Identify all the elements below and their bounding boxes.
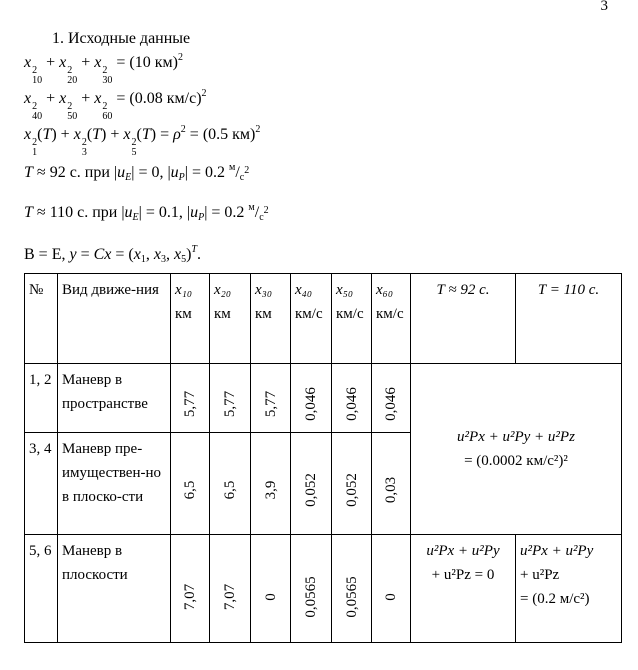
row2-x30: 3,9	[251, 433, 291, 535]
row3-t92-line1: u²Px + u²Py	[426, 543, 500, 559]
row3-kind: Маневр в плоскости	[58, 535, 171, 643]
row3-x30: 0	[251, 535, 291, 643]
header-t92: T ≈ 92 с.	[411, 274, 516, 364]
header-t110: T = 110 с.	[516, 274, 622, 364]
row1-x20: 5,77	[210, 364, 251, 433]
row2-kind: Маневр пре-имуществен-но в плоско-сти	[58, 433, 171, 535]
row2-x50: 0,052	[332, 433, 372, 535]
row2-num: 3, 4	[25, 433, 58, 535]
row3-num: 5, 6	[25, 535, 58, 643]
equation-3: x 2 1 (T) + x 2 3 (T) + x 2 5 $(T) = \rho^2 = (0.5$ км)$^2$	[24, 124, 261, 158]
row3-x50: 0,0565	[332, 535, 372, 643]
row1-x30: 5,77	[251, 364, 291, 433]
row2-x10: 6,5	[171, 433, 210, 535]
equation-1: x 2 10 + x 2 20 + x 2 30 = (10 км)$^2$	[24, 52, 183, 86]
merged-formula-line2: = (0.0002 км/с²)²	[464, 453, 568, 469]
equation-2: x 2 40 + x 2 50 + x 2 60 = (0.08 км/с)$^2$	[24, 88, 207, 122]
equation-4: T ≈ 92 с. при $|u_E| = 0$, $|u_P| = 0.2$ $^м/_{с^2}$	[24, 162, 250, 183]
row3-x40: 0,0565	[291, 535, 332, 643]
merged-formula-line1: u²Px + u²Py + u²Pz	[457, 429, 575, 445]
initial-data-table	[24, 273, 622, 643]
header-x10: x₁₀ км	[171, 274, 210, 364]
merged-constraint-cell	[411, 364, 622, 535]
equation-5: T ≈ 110 с. при $|u_E| = 0.1$, $|u_P| = 0.2$ $^м/_{с^2}$	[24, 202, 269, 223]
row3-x10: 7,07	[171, 535, 210, 643]
header-x20: x₂₀ км	[210, 274, 251, 364]
section-heading: 1. Исходные данные	[52, 30, 191, 47]
row1-x50: 0,046	[332, 364, 372, 433]
row3-t110-line3: = (0.2 м/с²)	[520, 591, 590, 607]
header-num: №	[25, 274, 58, 364]
row1-kind: Маневр в пространстве	[58, 364, 171, 433]
row3-x20: 7,07	[210, 535, 251, 643]
equation-6: B = E, $y = Cx = (x_1$, $x_3$, $x_5)^T$.	[24, 244, 201, 265]
row3-t110-formula	[516, 535, 622, 643]
row1-x10: 5,77	[171, 364, 210, 433]
table-row	[25, 535, 622, 643]
row2-x60: 0,03	[372, 433, 411, 535]
row3-t110-line2: + u²Pz	[520, 567, 560, 583]
row1-num: 1, 2	[25, 364, 58, 433]
row1-x60: 0,046	[372, 364, 411, 433]
row3-x60: 0	[372, 535, 411, 643]
table-header-row	[25, 274, 622, 364]
row3-t92-line2: + u²Pz = 0	[431, 567, 495, 583]
row1-x40: 0,046	[291, 364, 332, 433]
row3-t110-line1: u²Px + u²Py	[520, 543, 594, 559]
page-number: 3	[600, 0, 608, 14]
header-x40: x₄₀ км/с	[291, 274, 332, 364]
table-row	[25, 364, 622, 433]
row2-x40: 0,052	[291, 433, 332, 535]
header-x60: x₆₀ км/с	[372, 274, 411, 364]
header-x50: x₅₀ км/с	[332, 274, 372, 364]
header-x30: x₃₀ км	[251, 274, 291, 364]
header-kind: Вид движе-ния	[58, 274, 171, 364]
row2-x20: 6,5	[210, 433, 251, 535]
row3-t92-formula	[411, 535, 516, 643]
